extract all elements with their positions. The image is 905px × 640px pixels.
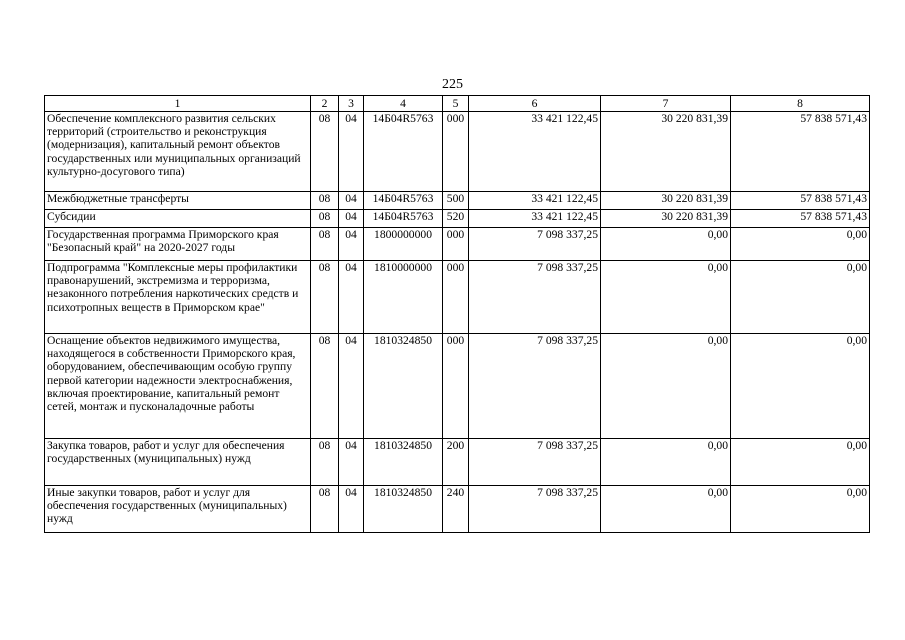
amount-year-2: 30 220 831,39 [601, 210, 731, 228]
target-article-code: 1810324850 [364, 334, 443, 439]
amount-year-3: 0,00 [731, 228, 870, 261]
amount-year-2: 30 220 831,39 [601, 192, 731, 210]
expense-type-code: 000 [443, 334, 469, 439]
amount-year-1: 7 098 337,25 [469, 228, 601, 261]
table-row [45, 486, 870, 533]
expense-type-code: 520 [443, 210, 469, 228]
amount-year-1: 7 098 337,25 [469, 486, 601, 533]
row-name: Субсидии [45, 210, 311, 228]
amount-year-2: 0,00 [601, 334, 731, 439]
amount-year-1: 7 098 337,25 [469, 261, 601, 334]
column-header: 6 [469, 96, 601, 112]
table-row [45, 228, 870, 261]
target-article-code: 1810000000 [364, 261, 443, 334]
table-row [45, 439, 870, 486]
row-name: Обеспечение комплексного развития сельских территорий (строительство и реконструкция (модернизация), капитальный ремонт объектов государственных или муниципальных организаций культурно-досугового типа) [45, 112, 311, 192]
amount-year-3: 0,00 [731, 439, 870, 486]
subsection-code: 04 [339, 261, 364, 334]
section-code: 08 [311, 210, 339, 228]
amount-year-3: 0,00 [731, 486, 870, 533]
amount-year-2: 30 220 831,39 [601, 112, 731, 192]
expense-type-code: 500 [443, 192, 469, 210]
table-header-row [45, 96, 870, 112]
column-header: 1 [45, 96, 311, 112]
target-article-code: 14Б04R5763 [364, 192, 443, 210]
section-code: 08 [311, 112, 339, 192]
subsection-code: 04 [339, 334, 364, 439]
table-row [45, 261, 870, 334]
section-code: 08 [311, 334, 339, 439]
expense-type-code: 000 [443, 112, 469, 192]
subsection-code: 04 [339, 439, 364, 486]
subsection-code: 04 [339, 112, 364, 192]
subsection-code: 04 [339, 486, 364, 533]
table-row [45, 334, 870, 439]
page-number: 225 [442, 77, 463, 92]
column-header: 5 [443, 96, 469, 112]
row-name: Межбюджетные трансферты [45, 192, 311, 210]
expense-type-code: 000 [443, 228, 469, 261]
amount-year-3: 0,00 [731, 334, 870, 439]
amount-year-1: 33 421 122,45 [469, 210, 601, 228]
column-header: 7 [601, 96, 731, 112]
table-row [45, 210, 870, 228]
target-article-code: 1810324850 [364, 439, 443, 486]
subsection-code: 04 [339, 192, 364, 210]
amount-year-1: 7 098 337,25 [469, 439, 601, 486]
row-name: Государственная программа Приморского края "Безопасный край" на 2020-2027 годы [45, 228, 311, 261]
amount-year-2: 0,00 [601, 486, 731, 533]
table-row [45, 192, 870, 210]
amount-year-2: 0,00 [601, 439, 731, 486]
subsection-code: 04 [339, 228, 364, 261]
amount-year-3: 57 838 571,43 [731, 192, 870, 210]
amount-year-3: 57 838 571,43 [731, 112, 870, 192]
section-code: 08 [311, 439, 339, 486]
amount-year-3: 57 838 571,43 [731, 210, 870, 228]
row-name: Подпрограмма "Комплексные меры профилактики правонарушений, экстремизма и терроризма, незаконного потребления наркотических средств и психотропных веществ в Приморском крае" [45, 261, 311, 334]
amount-year-2: 0,00 [601, 261, 731, 334]
row-name: Оснащение объектов недвижимого имущества, находящегося в собственности Приморского края, оборудованием, обеспечивающим особую группу первой категории надежности электроснабжения, включая проектирование, капитальный ремонт сетей, монтаж и пусконаладочные работы [45, 334, 311, 439]
target-article-code: 1800000000 [364, 228, 443, 261]
section-code: 08 [311, 192, 339, 210]
amount-year-3: 0,00 [731, 261, 870, 334]
table-row [45, 112, 870, 192]
column-header: 4 [364, 96, 443, 112]
subsection-code: 04 [339, 210, 364, 228]
row-name: Иные закупки товаров, работ и услуг для обеспечения государственных (муниципальных) нужд [45, 486, 311, 533]
expense-type-code: 200 [443, 439, 469, 486]
column-header: 8 [731, 96, 870, 112]
amount-year-1: 33 421 122,45 [469, 112, 601, 192]
amount-year-1: 7 098 337,25 [469, 334, 601, 439]
budget-table [44, 95, 870, 533]
section-code: 08 [311, 486, 339, 533]
amount-year-1: 33 421 122,45 [469, 192, 601, 210]
section-code: 08 [311, 228, 339, 261]
target-article-code: 14Б04R5763 [364, 112, 443, 192]
row-name: Закупка товаров, работ и услуг для обеспечения государственных (муниципальных) нужд [45, 439, 311, 486]
expense-type-code: 240 [443, 486, 469, 533]
section-code: 08 [311, 261, 339, 334]
target-article-code: 1810324850 [364, 486, 443, 533]
target-article-code: 14Б04R5763 [364, 210, 443, 228]
amount-year-2: 0,00 [601, 228, 731, 261]
column-header: 3 [339, 96, 364, 112]
expense-type-code: 000 [443, 261, 469, 334]
column-header: 2 [311, 96, 339, 112]
